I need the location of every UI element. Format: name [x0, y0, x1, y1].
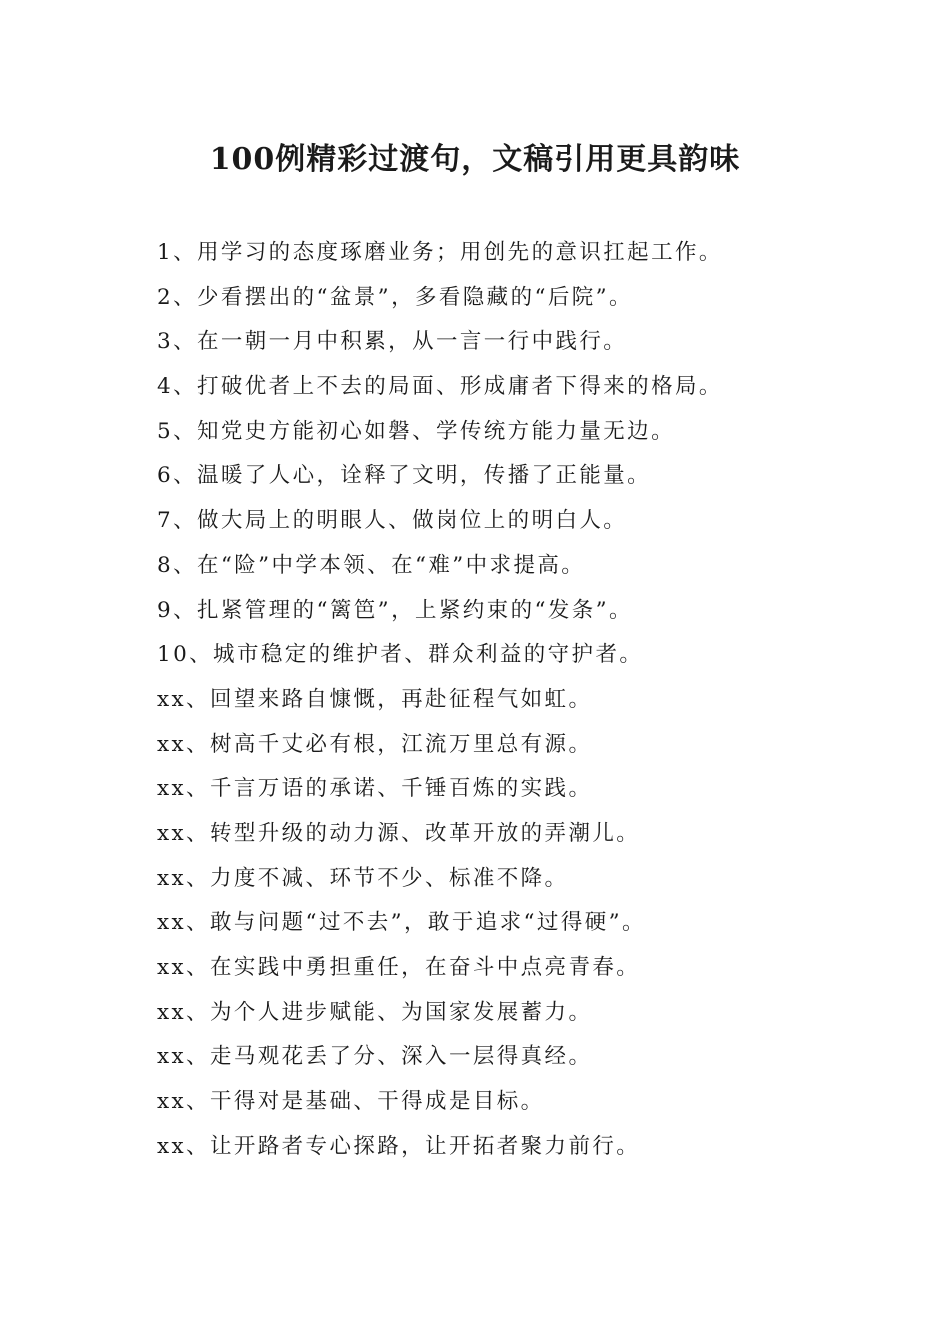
list-item: 8、在“险”中学本领、在“难”中求提高。: [157, 552, 586, 578]
page-title: 100例精彩过渡句，文稿引用更具韵味: [209, 142, 741, 177]
list-item: xx、干得对是基础、干得成是目标。: [157, 1089, 545, 1115]
list-item: xx、让开路者专心探路，让开拓者聚力前行。: [157, 1133, 641, 1159]
list-item: 1、用学习的态度琢磨业务；用创先的意识扛起工作。: [157, 240, 723, 265]
list-item: 9、扎紧管理的“篱笆”，上紧约束的“发条”。: [157, 597, 633, 623]
list-item: xx、为个人进步赋能、为国家发展蓄力。: [157, 999, 593, 1025]
list-item: 5、知党史方能初心如磐、学传统方能力量无边。: [157, 418, 675, 444]
list-item: 2、少看摆出的“盆景”，多看隐藏的“后院”。: [157, 284, 633, 310]
list-item: 3、在一朝一月中积累，从一言一行中践行。: [157, 329, 628, 355]
list-item: xx、回望来路自慷慨，再赴征程气如虹。: [157, 686, 593, 712]
list-item: xx、转型升级的动力源、改革开放的弄潮儿。: [157, 820, 641, 846]
list-item: xx、力度不减、环节不少、标准不降。: [157, 865, 569, 891]
list-item: 6、温暖了人心，诠释了文明，传播了正能量。: [157, 463, 652, 489]
list-item: 4、打破优者上不去的局面、形成庸者下得来的格局。: [157, 374, 723, 400]
list-item: xx、走马观花丢了分、深入一层得真经。: [157, 1044, 593, 1070]
sentence-list: [157, 231, 917, 1169]
list-item: xx、在实践中勇担重任，在奋斗中点亮青春。: [157, 955, 641, 980]
list-item: xx、敢与问题“过不去”，敢于追求“过得硬”。: [157, 910, 646, 936]
list-item: 7、做大局上的明眼人、做岗位上的明白人。: [157, 508, 628, 534]
list-item: xx、千言万语的承诺、千锤百炼的实践。: [157, 776, 593, 802]
list-item: 10、城市稳定的维护者、群众利益的守护者。: [157, 642, 644, 668]
list-item: xx、树高千丈必有根，江流万里总有源。: [157, 731, 593, 757]
